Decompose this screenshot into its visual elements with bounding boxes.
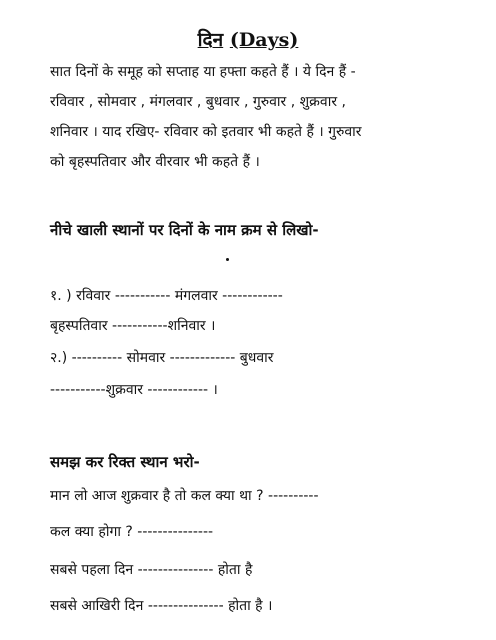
section1-line-4: -----------शुक्रवार ------------ । — [50, 382, 218, 398]
section1-line-3: २.) ---------- सोमवार ------------- बुधवार — [50, 350, 274, 366]
title-english: (Days) — [229, 29, 299, 51]
section2-line-2: कल क्या होगा ? --------------- — [50, 524, 214, 540]
section1-line-1: १. ) रविवार ----------- मंगलवार ------------ — [50, 288, 283, 304]
page-title — [0, 26, 496, 52]
section1-heading: नीचे खाली स्थानों पर दिनों के नाम क्रम से लिखो- — [50, 221, 319, 239]
stray-dot — [226, 258, 229, 261]
section2-heading: समझ कर रिक्त स्थान भरो- — [50, 453, 200, 471]
section2-line-4: सबसे आखिरी दिन --------------- होता है । — [50, 598, 273, 614]
section1-line-2: बृहस्पतिवार -----------शनिवार । — [50, 318, 216, 334]
section2-line-3: सबसे पहला दिन --------------- होता है — [50, 562, 253, 578]
intro-line-4: को बृहस्पतिवार और वीरवार भी कहते हैं । — [50, 154, 260, 170]
intro-line-3: शनिवार । याद रखिए- रविवार को इतवार भी कहते हैं । गुरुवार — [50, 124, 362, 140]
title-hindi: दिन — [197, 29, 224, 51]
intro-line-1: सात दिनों के समूह को सप्ताह या हफ्ता कहते हैं । ये दिन हैं - — [50, 64, 356, 80]
section2-line-1: मान लो आज शुक्रवार है तो कल क्या था ? ---------- — [50, 488, 319, 504]
intro-line-2: रविवार , सोमवार , मंगलवार , बुधवार , गुरुवार , शुक्रवार , — [50, 94, 346, 110]
